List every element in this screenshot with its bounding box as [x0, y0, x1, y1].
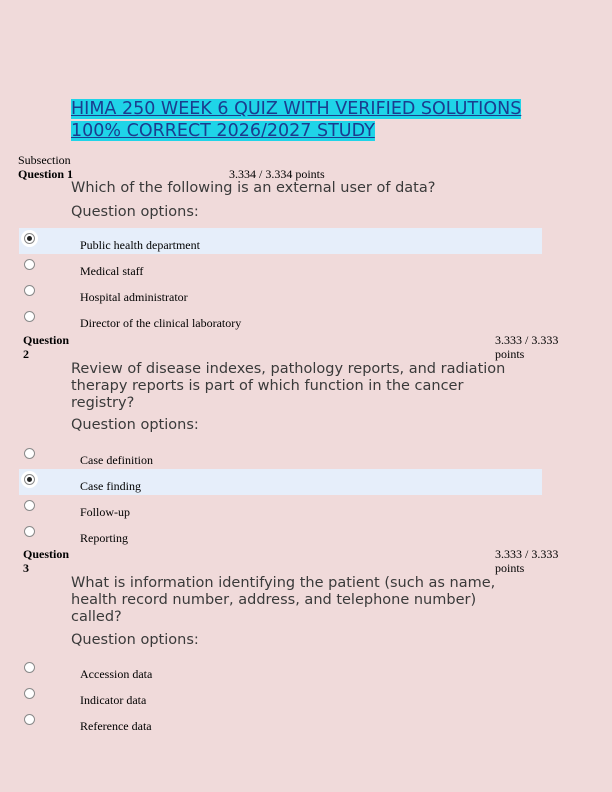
question-1-points: 3.334 / 3.334 points	[229, 167, 325, 181]
question-2-option[interactable]	[19, 469, 542, 495]
question-1-option[interactable]	[19, 280, 542, 306]
question-3-points	[495, 547, 558, 575]
question-1-text: Which of the following is an external user of data?	[71, 180, 436, 196]
question-3-label	[23, 547, 69, 575]
radio-checked-icon[interactable]	[24, 474, 35, 485]
question-3-option[interactable]	[19, 683, 542, 709]
question-3-text-line-3: called?	[71, 609, 122, 625]
option-label: Public health department	[80, 238, 200, 252]
question-2-label	[23, 333, 69, 361]
question-3-points-line-1: 3.333 / 3.333	[495, 547, 559, 561]
option-label: Indicator data	[80, 693, 147, 707]
document-title	[71, 98, 599, 142]
question-2-option[interactable]	[19, 495, 542, 521]
radio-icon[interactable]	[24, 688, 35, 699]
question-2-option[interactable]	[19, 443, 542, 469]
question-3-label-line-2: 3	[23, 561, 29, 575]
subsection-label: Subsection	[18, 153, 71, 167]
question-2-text-line-1: Review of disease indexes, pathology reports, and radiation	[71, 361, 506, 377]
question-2-options-heading: Question options:	[71, 417, 199, 433]
radio-icon[interactable]	[24, 311, 35, 322]
question-2-label-line-1: Question	[23, 333, 70, 347]
option-label: Director of the clinical laboratory	[80, 316, 242, 330]
radio-icon[interactable]	[24, 500, 35, 511]
question-3-text-line-2: health record number, address, and telephone number)	[71, 592, 477, 608]
option-label: Case definition	[80, 453, 153, 467]
radio-icon[interactable]	[24, 259, 35, 270]
option-label: Reference data	[80, 719, 152, 733]
title-line-1: HIMA 250 WEEK 6 QUIZ WITH VERIFIED SOLUTIONS	[71, 99, 522, 119]
question-3-text	[71, 575, 495, 626]
title-line-2: 100% CORRECT 2026/2027 STUDY	[71, 121, 375, 141]
radio-checked-icon[interactable]	[24, 233, 35, 244]
question-2-text	[71, 361, 505, 412]
radio-icon[interactable]	[24, 448, 35, 459]
question-3-text-line-1: What is information identifying the patient (such as name,	[71, 575, 496, 591]
question-3-option[interactable]	[19, 709, 542, 735]
question-3-points-line-2: points	[495, 561, 525, 575]
question-1-option[interactable]	[19, 306, 542, 332]
question-3-options-heading: Question options:	[71, 632, 199, 648]
radio-icon[interactable]	[24, 714, 35, 725]
question-2-text-line-2: therapy reports is part of which function in the cancer	[71, 378, 464, 394]
question-2-option[interactable]	[19, 521, 542, 547]
question-2-points	[495, 333, 558, 361]
question-2-points-line-1: 3.333 / 3.333	[495, 333, 559, 347]
question-2-text-line-3: registry?	[71, 395, 135, 411]
radio-icon[interactable]	[24, 526, 35, 537]
option-label: Follow-up	[80, 505, 131, 519]
radio-icon[interactable]	[24, 662, 35, 673]
question-2-label-line-2: 2	[23, 347, 29, 361]
option-label: Case finding	[80, 479, 141, 493]
question-1-label: Question 1	[18, 167, 74, 181]
question-1-options-heading: Question options:	[71, 204, 199, 220]
radio-icon[interactable]	[24, 285, 35, 296]
option-label: Medical staff	[80, 264, 144, 278]
question-1-option[interactable]	[19, 228, 542, 254]
question-2-points-line-2: points	[495, 347, 525, 361]
question-3-label-line-1: Question	[23, 547, 70, 561]
option-label: Hospital administrator	[80, 290, 188, 304]
option-label: Accession data	[80, 667, 153, 681]
option-label: Reporting	[80, 531, 128, 545]
question-3-option[interactable]	[19, 657, 542, 683]
question-1-option[interactable]	[19, 254, 542, 280]
